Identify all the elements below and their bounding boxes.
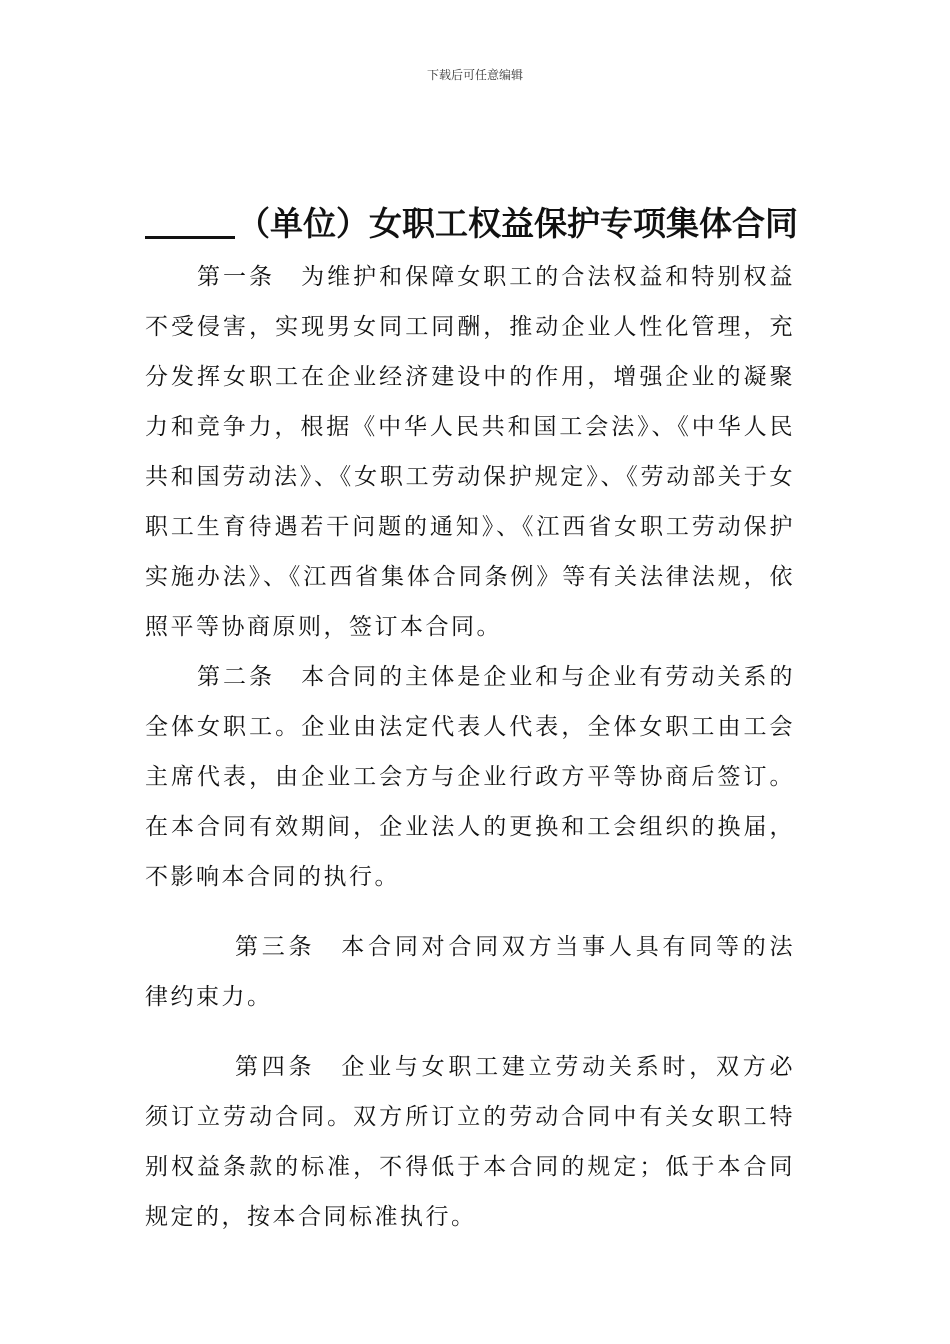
article-number: 第四条 bbox=[235, 1054, 316, 1080]
article-4 bbox=[145, 1042, 795, 1242]
document-title bbox=[145, 198, 805, 250]
article-2 bbox=[145, 652, 795, 902]
article-number: 第三条 bbox=[235, 934, 316, 960]
article-text: 企业与女职工建立劳动关系时，双方必须订立劳动合同。双方所订立的劳动合同中有关女职工特别权益条款的标准，不得低于本合同的规定；低于本合同规定的，按本合同标准执行。 bbox=[145, 1054, 796, 1230]
article-3 bbox=[145, 922, 795, 1022]
title-blank-line bbox=[145, 204, 235, 239]
title-text: （单位）女职工权益保护专项集体合同 bbox=[237, 204, 798, 243]
article-text: 为维护和保障女职工的合法权益和特别权益不受侵害，实现男女同工同酬，推动企业人性化管理，充分发挥女职工在企业经济建设中的作用，增强企业的凝聚力和竞争力，根据《中华人民共和国工会法》、《中华人民共和国劳动法》、《女职工劳动保护规定》、《劳动部关于女职工生育待遇若干问题的通知》、《江西省女职工劳动保护实施办法》、《江西省集体合同条例》等有关法律法规，依照平等协商原则，签订本合同。 bbox=[145, 264, 796, 640]
page-header-note: 下载后可任意编辑 bbox=[426, 68, 523, 82]
article-1 bbox=[145, 252, 795, 652]
article-text: 本合同对合同双方当事人具有同等的法律约束力。 bbox=[145, 934, 796, 1010]
article-number: 第二条 bbox=[197, 664, 276, 690]
article-text: 本合同的主体是企业和与企业有劳动关系的全体女职工。企业由法定代表人代表，全体女职工由工会主席代表，由企业工会方与企业行政方平等协商后签订。在本合同有效期间，企业法人的更换和工会组织的换届，不影响本合同的执行。 bbox=[145, 664, 796, 890]
article-number: 第一条 bbox=[197, 264, 276, 290]
document-body bbox=[145, 252, 795, 1242]
